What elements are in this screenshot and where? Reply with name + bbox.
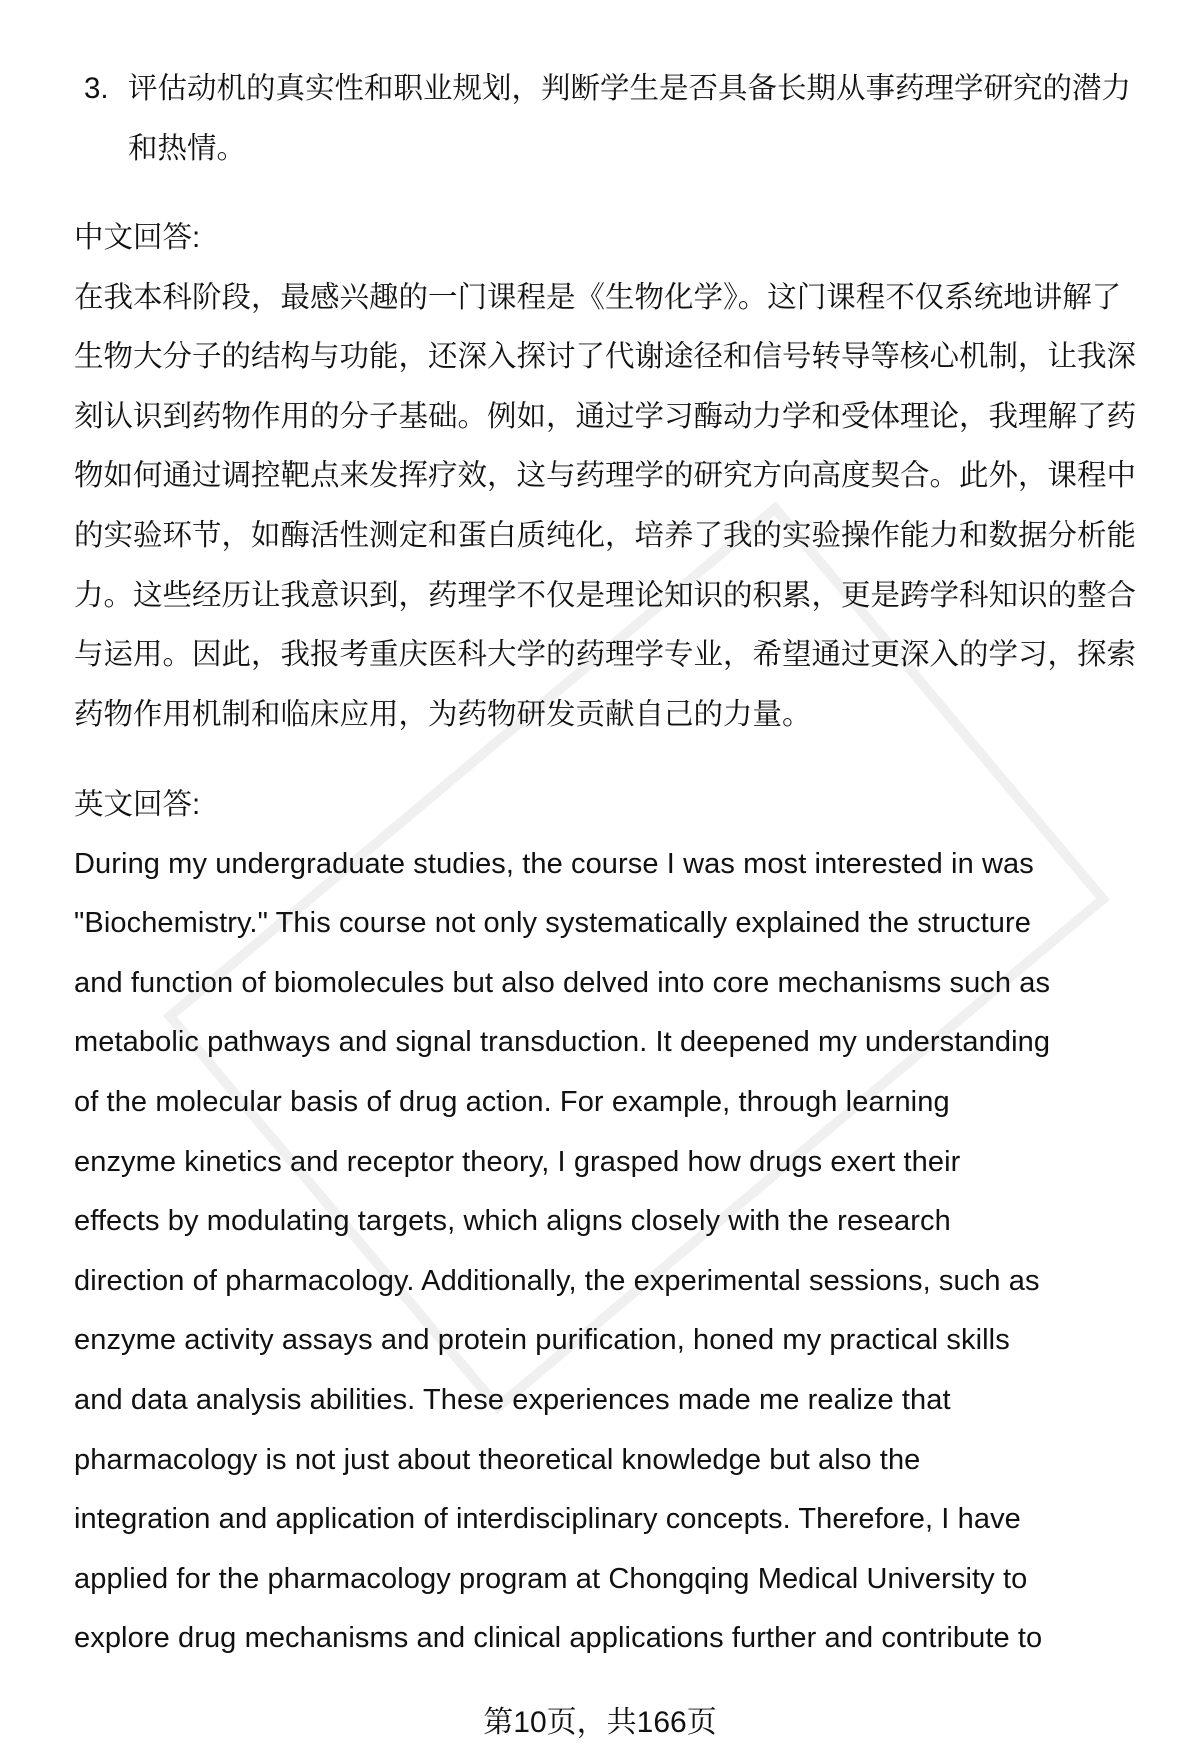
paragraph-line: pharmacology is not just about theoretical knowledge but also the <box>74 1443 921 1476</box>
paragraph-line: 生物大分子的结构与功能，还深入探讨了代谢途径和信号转导等核心机制，让我深 <box>74 340 1137 374</box>
list-item-text: 评估动机的真实性和职业规划，判断学生是否具备长期从事药理学研究的潜力 <box>128 72 1132 105</box>
paragraph-line: 刻认识到药物作用的分子基础。例如，通过学习酶动力学和受体理论，我理解了药 <box>74 399 1137 433</box>
list-item-3 <box>84 59 1131 178</box>
paragraph-line: direction of pharmacology. Additionally, the experimental sessions, such as <box>74 1264 1040 1297</box>
paragraph-line: 在我本科阶段，最感兴趣的一门课程是《生物化学》。这门课程不仅系统地讲解了 <box>74 280 1122 314</box>
paragraph-line: and data analysis abilities. These experiences made me realize that <box>74 1383 951 1416</box>
paragraph-line: metabolic pathways and signal transduction. It deepened my understanding <box>74 1026 1051 1059</box>
english-answer-label: 英文回答: <box>74 788 201 821</box>
chinese-answer-label: 中文回答: <box>74 221 201 254</box>
paragraph-line: 药物作用机制和临床应用，为药物研发贡献自己的力量。 <box>74 697 812 731</box>
paragraph-line: 的实验环节，如酶活性测定和蛋白质纯化，培养了我的实验操作能力和数据分析能 <box>74 518 1137 552</box>
paragraph-line: 力。这些经历让我意识到，药理学不仅是理论知识的积累，更是跨学科知识的整合 <box>74 578 1137 612</box>
paragraph-line: explore drug mechanisms and clinical applications further and contribute to <box>74 1622 1043 1655</box>
paragraph-line: integration and application of interdisciplinary concepts. Therefore, I have <box>74 1503 1021 1536</box>
paragraph-line: applied for the pharmacology program at Chongqing Medical University to <box>74 1562 1028 1595</box>
paragraph-line: of the molecular basis of drug action. For example, through learning <box>74 1085 950 1118</box>
page-number: 第10页，共166页 <box>483 1706 717 1739</box>
paragraph-line: effects by modulating targets, which aligns closely with the research <box>74 1205 951 1238</box>
paragraph-line: "Biochemistry." This course not only systematically explained the structure <box>74 907 1032 940</box>
paragraph-line: 物如何通过调控靶点来发挥疗效，这与药理学的研究方向高度契合。此外，课程中 <box>74 459 1137 493</box>
chinese-answer-section <box>74 208 1136 744</box>
english-answer-section <box>74 775 1050 1669</box>
paragraph-line: enzyme activity assays and protein purification, honed my practical skills <box>74 1324 1010 1357</box>
list-number: 3. <box>84 72 109 105</box>
list-item-text: 和热情。 <box>128 131 247 165</box>
paragraph-line: 与运用。因此，我报考重庆医科大学的药理学专业，希望通过更深入的学习，探索 <box>74 638 1137 672</box>
paragraph-line: and function of biomolecules but also delved into core mechanisms such as <box>74 966 1051 999</box>
paragraph-line: enzyme kinetics and receptor theory, I grasped how drugs exert their <box>74 1145 961 1178</box>
paragraph-line: During my undergraduate studies, the course I was most interested in was <box>74 847 1034 880</box>
